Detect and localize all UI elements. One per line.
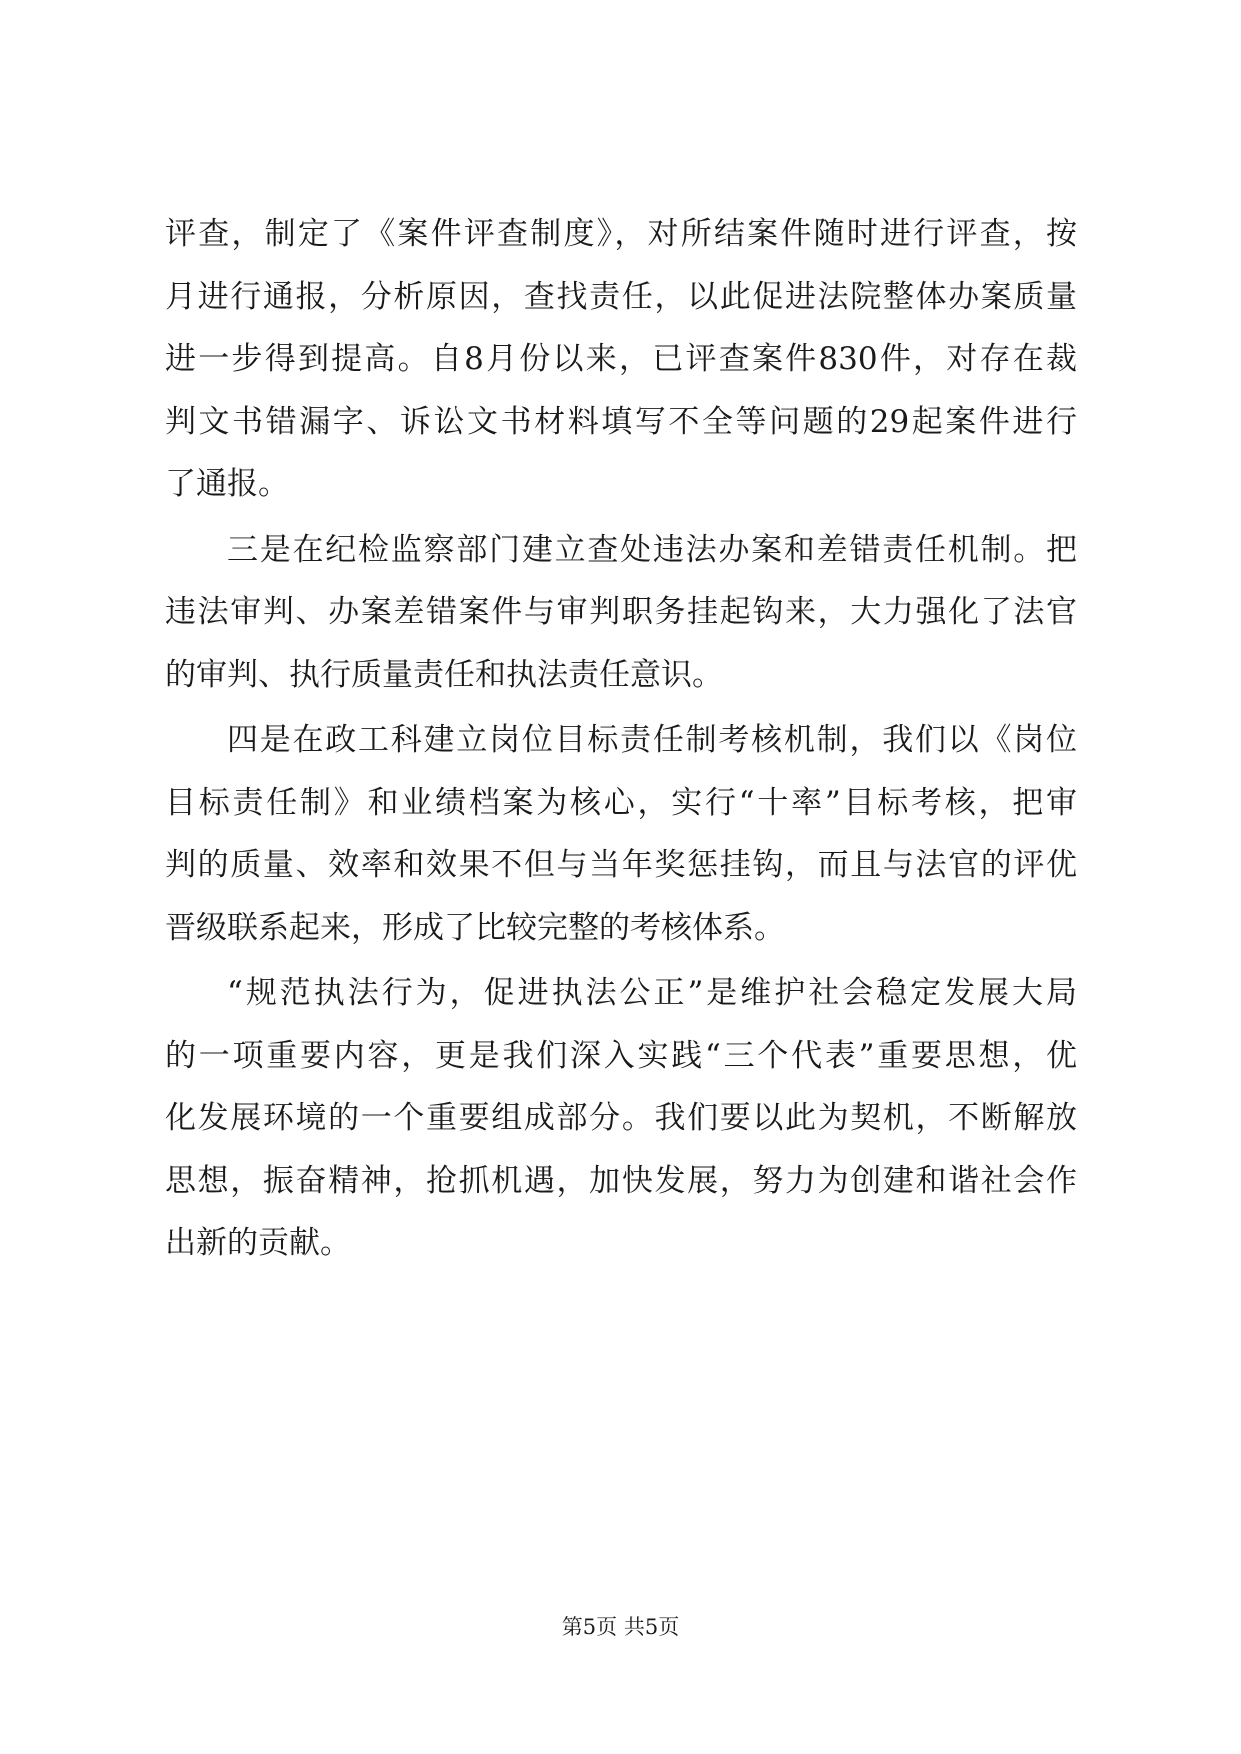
paragraph-target-responsibility: [165, 709, 1077, 959]
text-line: 晋级联系起来，形成了比较完整的考核体系。: [165, 909, 785, 946]
text-line: 了通报。: [165, 466, 289, 502]
text-line: “规范执法行为，促进执法公正”是维护社会稳定发展大局: [227, 975, 1077, 1011]
paragraph-case-review: [165, 203, 1077, 516]
text-line: 的审判、执行质量责任和执法责任意识。: [165, 656, 723, 693]
text-line: 判文书错漏字、诉讼文书材料填写不全等问题的29起案件进行: [165, 403, 1077, 440]
text-line: 目标责任制》和业绩档案为核心，实行“十率”目标考核，把审: [165, 784, 1077, 821]
page-number-footer: 第5页 共5页: [561, 1615, 680, 1639]
paragraph-conclusion: [165, 962, 1077, 1275]
text-line: 判的质量、效率和效果不但与当年奖惩挂钩，而且与法官的评优: [165, 847, 1077, 883]
text-line: 违法审判、办案差错案件与审判职务挂起钩来，大力强化了法官: [165, 594, 1077, 630]
text-line: 评查，制定了《案件评查制度》，对所结案件随时进行评查，按: [165, 216, 1077, 252]
text-line: 进一步得到提高。自8月份以来，已评查案件830件，对存在裁: [165, 341, 1077, 377]
text-line: 四是在政工科建立岗位目标责任制考核机制，我们以《岗位: [227, 722, 1077, 758]
text-line: 出新的贡献。: [165, 1225, 351, 1261]
text-line: 三是在纪检监察部门建立查处违法办案和差错责任机制。把: [227, 531, 1077, 568]
body-text: [165, 203, 1077, 1275]
text-line: 思想，振奋精神，抢抓机遇，加快发展，努力为创建和谐社会作: [165, 1162, 1077, 1199]
text-line: 月进行通报，分析原因，查找责任，以此促进法院整体办案质量: [165, 278, 1077, 315]
text-line: 化发展环境的一个重要组成部分。我们要以此为契机，不断解放: [165, 1100, 1077, 1136]
paragraph-discipline-inspection: [165, 519, 1077, 707]
text-line: 的一项重要内容，更是我们深入实践“三个代表”重要思想，优: [165, 1037, 1077, 1074]
